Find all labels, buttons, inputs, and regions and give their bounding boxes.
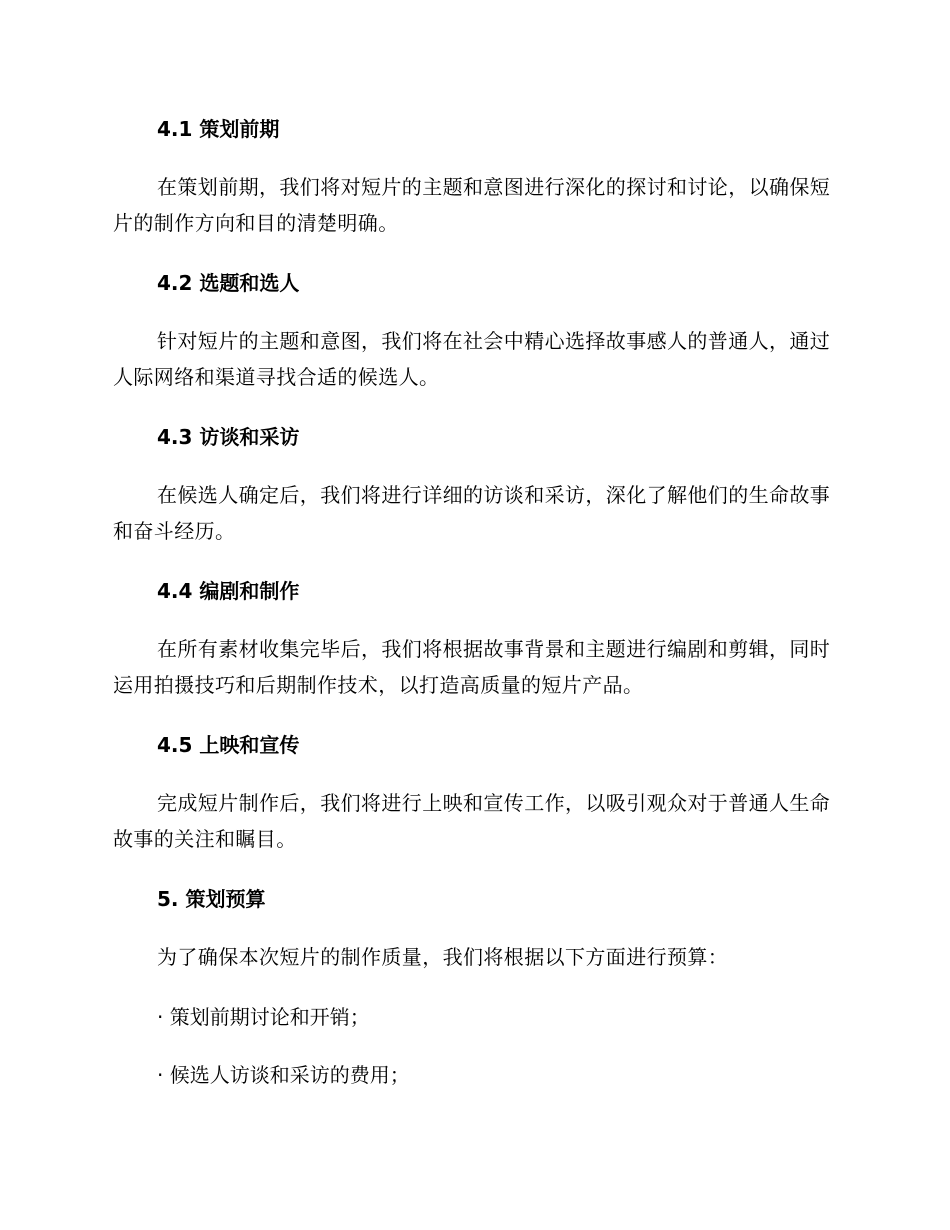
section-paragraph-4-3: 在候选人确定后，我们将进行详细的访谈和采访，深化了解他们的生命故事和奋斗经历。 — [113, 483, 831, 543]
document-body — [113, 111, 833, 1115]
budget-bullet-item: · 候选人访谈和采访的费用； — [157, 1063, 410, 1087]
section-heading-5: 5. 策划预算 — [157, 887, 266, 911]
section-heading-4-4: 4.4 编剧和制作 — [157, 579, 300, 603]
section-heading-4-1: 4.1 策划前期 — [157, 117, 280, 141]
budget-bullet-item: · 策划前期讨论和开销； — [157, 1005, 370, 1029]
section-paragraph-5: 为了确保本次短片的制作质量，我们将根据以下方面进行预算： — [157, 945, 729, 969]
section-heading-4-2: 4.2 选题和选人 — [157, 271, 300, 295]
section-paragraph-4-4: 在所有素材收集完毕后，我们将根据故事背景和主题进行编剧和剪辑，同时运用拍摄技巧和后期制作技术，以打造高质量的短片产品。 — [113, 637, 831, 697]
section-paragraph-4-5: 完成短片制作后，我们将进行上映和宣传工作，以吸引观众对于普通人生命故事的关注和瞩目。 — [113, 791, 831, 851]
section-heading-4-3: 4.3 访谈和采访 — [157, 425, 300, 449]
section-paragraph-4-2: 针对短片的主题和意图，我们将在社会中精心选择故事感人的普通人，通过人际网络和渠道寻找合适的候选人。 — [113, 329, 831, 389]
section-heading-4-5: 4.5 上映和宣传 — [157, 733, 300, 757]
section-paragraph-4-1: 在策划前期，我们将对短片的主题和意图进行深化的探讨和讨论，以确保短片的制作方向和目的清楚明确。 — [113, 175, 831, 235]
